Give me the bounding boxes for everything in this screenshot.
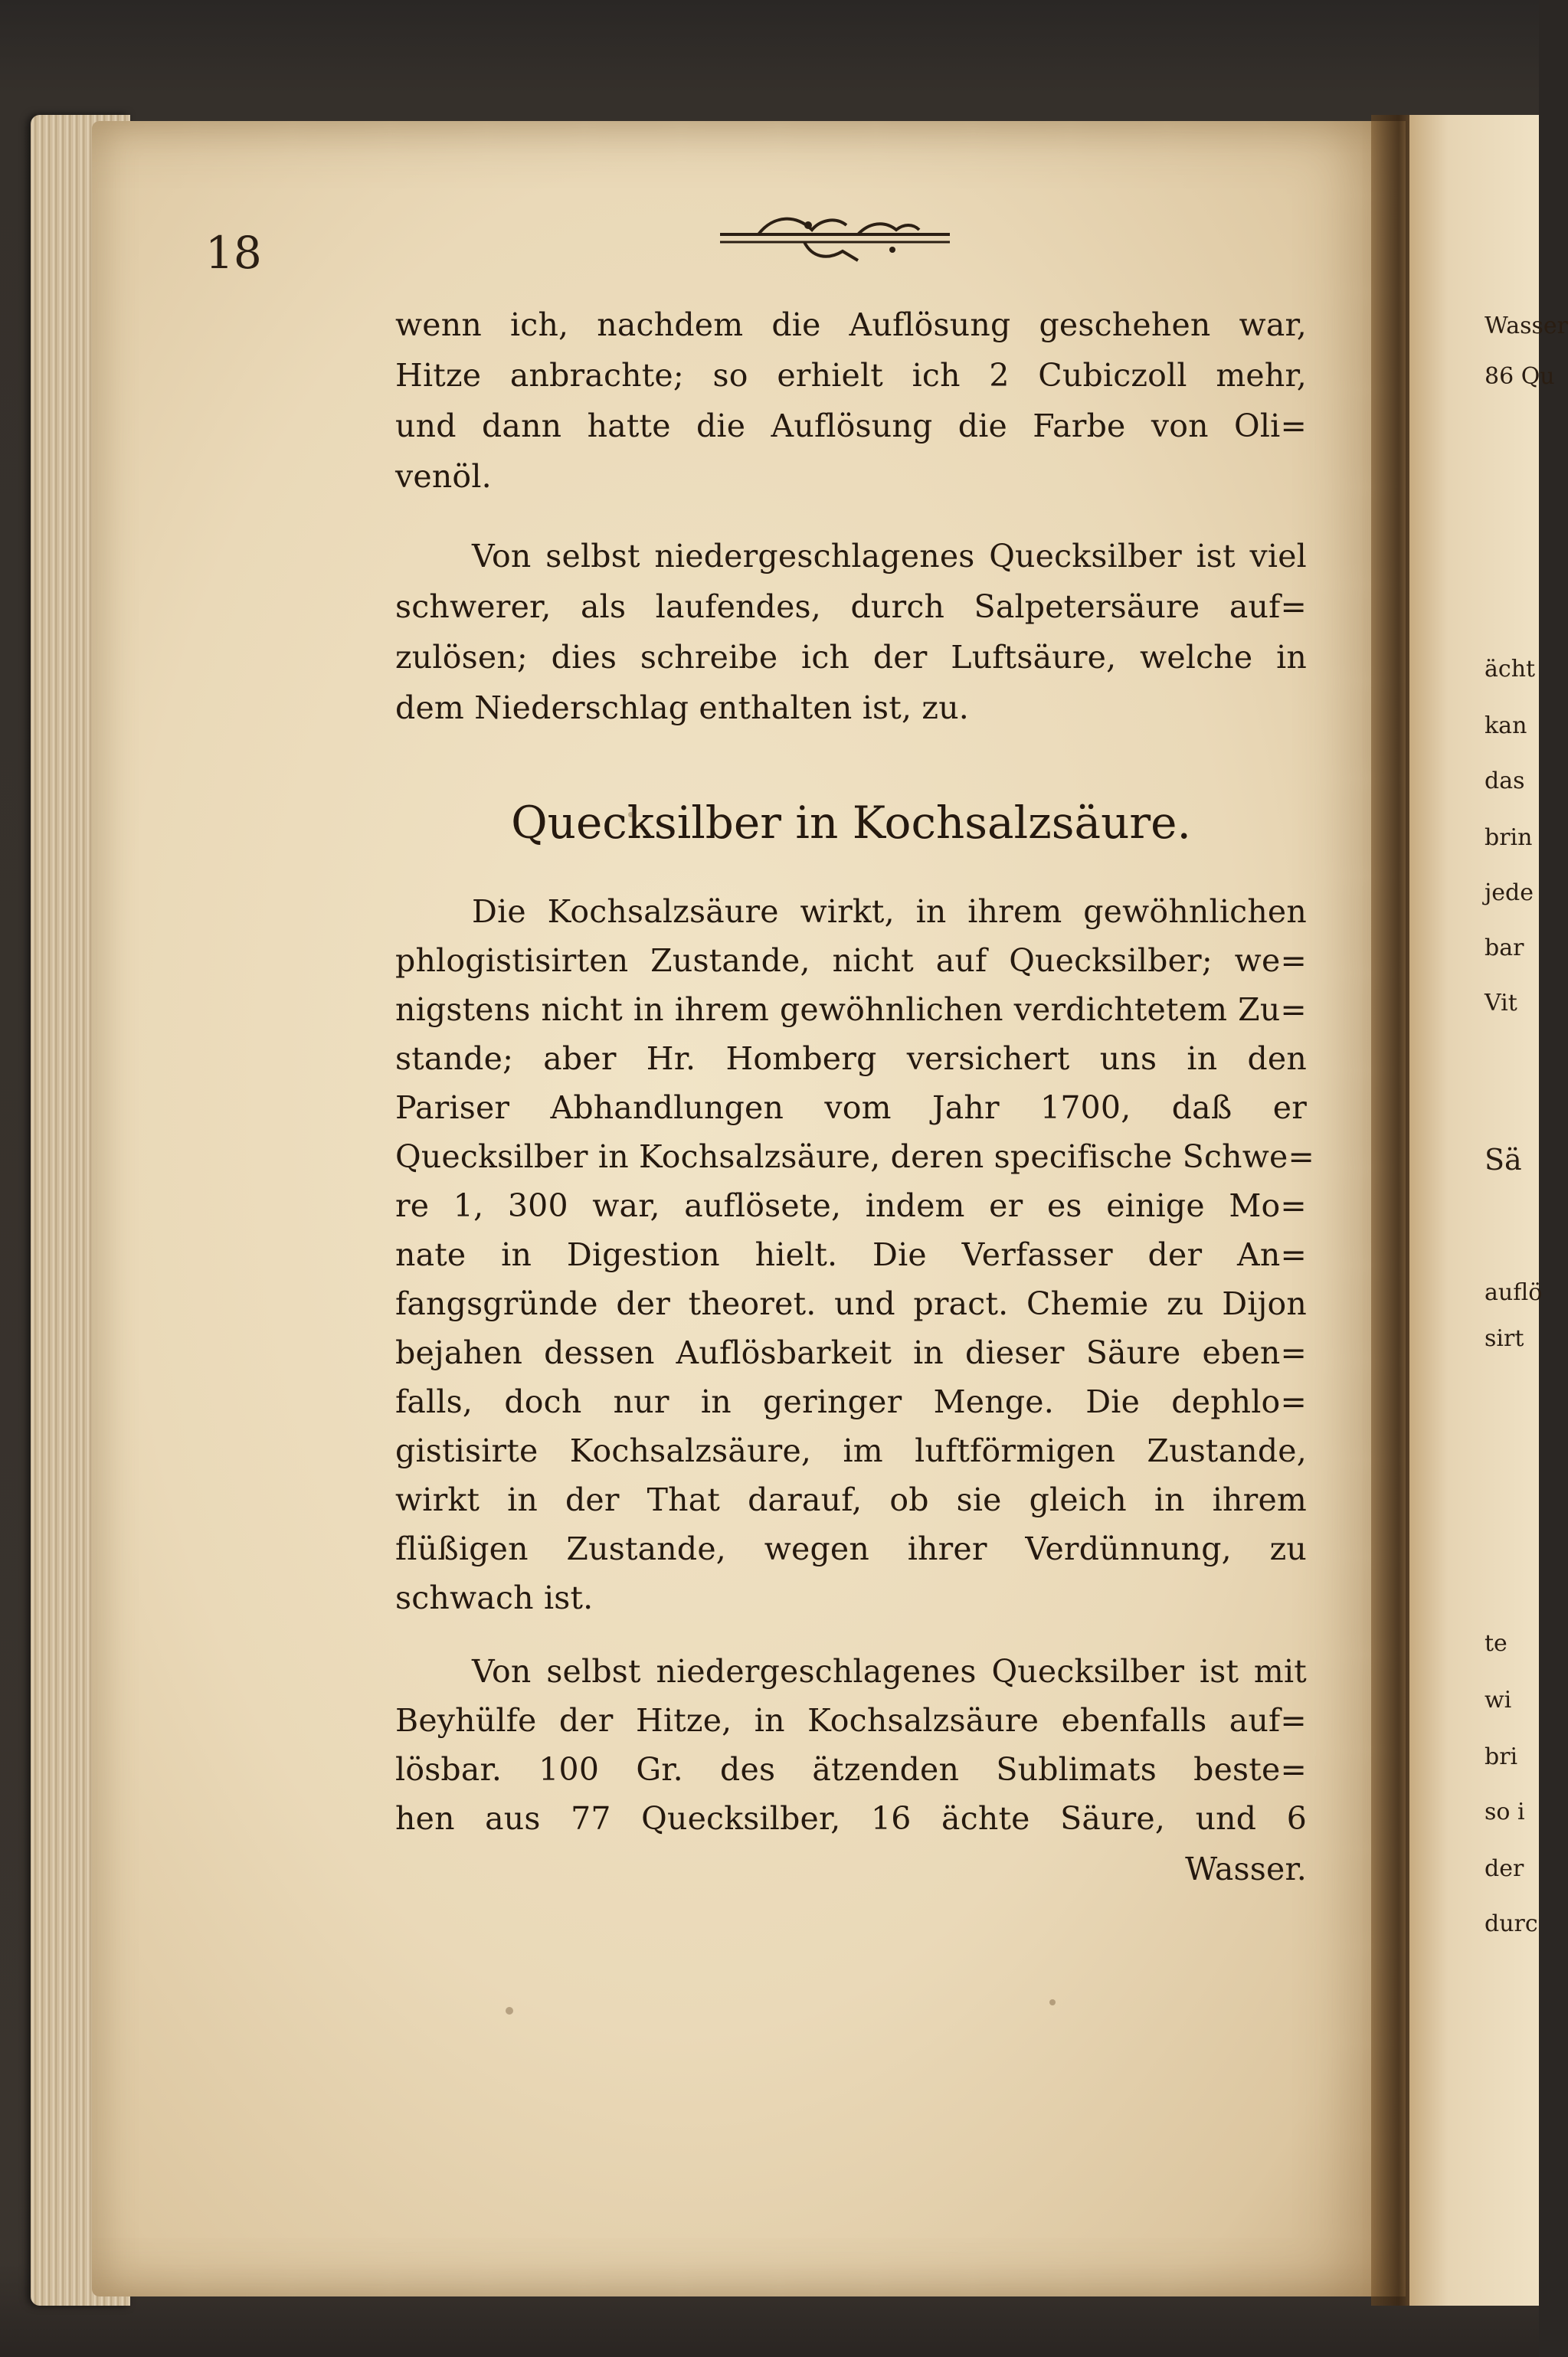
text-line: re 1, 300 war, auflösete, indem er es einige Mo= bbox=[395, 1187, 1307, 1224]
text-line: stande; aber Hr. Homberg versichert uns in den bbox=[395, 1040, 1307, 1077]
right-page-fragment: sirt bbox=[1485, 1325, 1524, 1352]
text-line: bejahen dessen Auflösbarkeit in dieser Säure eben= bbox=[395, 1334, 1307, 1371]
text-line: falls, doch nur in geringer Menge. Die dephlo= bbox=[395, 1383, 1307, 1420]
right-page-fragment: te bbox=[1485, 1630, 1507, 1657]
paper-speck bbox=[506, 2007, 513, 2015]
text-line: Die Kochsalzsäure wirkt, in ihrem gewöhnlichen bbox=[472, 893, 1307, 930]
text-line: lösbar. 100 Gr. des ätzenden Sublimats beste= bbox=[395, 1751, 1307, 1788]
text-line: Von selbst niedergeschlagenes Quecksilber ist mit bbox=[472, 1653, 1307, 1690]
right-page-fragment: bri bbox=[1485, 1743, 1518, 1770]
text-line: Quecksilber in Kochsalzsäure, deren specifische Schwe= bbox=[395, 1138, 1315, 1175]
text-line: Hitze anbrachte; so erhielt ich 2 Cubiczoll mehr, bbox=[395, 357, 1307, 394]
right-page-fragment: Vit bbox=[1485, 990, 1517, 1016]
right-page-fragment: Sä bbox=[1485, 1143, 1522, 1177]
right-page-fragment: Wasser bbox=[1485, 313, 1568, 339]
section-heading: Quecksilber in Kochsalzsäure. bbox=[511, 797, 1191, 849]
text-line: wirkt in der That darauf, ob sie gleich in ihrem bbox=[395, 1481, 1307, 1518]
right-page-fragment: das bbox=[1485, 768, 1525, 794]
text-line: phlogistisirten Zustande, nicht auf Quecksilber; we= bbox=[395, 942, 1307, 979]
right-page-fragment: brin bbox=[1485, 824, 1533, 851]
right-page bbox=[1409, 115, 1568, 2306]
text-line: Von selbst niedergeschlagenes Quecksilber ist viel bbox=[472, 538, 1307, 575]
text-line: dem Niederschlag enthalten ist, zu. bbox=[395, 689, 970, 726]
right-page-fragment: wi bbox=[1485, 1687, 1512, 1714]
right-page-fragment: auflö bbox=[1485, 1279, 1543, 1306]
text-line: gistisirte Kochsalzsäure, im luftförmigen Zustande, bbox=[395, 1432, 1307, 1469]
text-line: hen aus 77 Quecksilber, 16 ächte Säure, und 6 bbox=[395, 1800, 1307, 1837]
text-line: wenn ich, nachdem die Auflösung geschehen war, bbox=[395, 306, 1307, 343]
text-line: schwerer, als laufendes, durch Salpetersäure auf= bbox=[395, 588, 1307, 625]
right-page-fragment: 86 Qu bbox=[1485, 363, 1555, 390]
text-line: zulösen; dies schreibe ich der Luftsäure, welche in bbox=[395, 639, 1307, 676]
right-page-fragment: durc bbox=[1485, 1910, 1538, 1937]
ornament-icon bbox=[712, 207, 957, 268]
right-page-fragment: so i bbox=[1485, 1799, 1525, 1825]
page-number: 18 bbox=[205, 227, 262, 279]
text-line: venöl. bbox=[395, 458, 492, 495]
right-page-fragment: der bbox=[1485, 1855, 1524, 1882]
text-line: nate in Digestion hielt. Die Verfasser der An= bbox=[395, 1236, 1307, 1273]
right-page-fragment: ächt bbox=[1485, 656, 1536, 683]
text-line: Pariser Abhandlungen vom Jahr 1700, daß er bbox=[395, 1089, 1307, 1126]
catchword: Wasser. bbox=[1185, 1851, 1307, 1887]
text-line: Beyhülfe der Hitze, in Kochsalzsäure ebenfalls auf= bbox=[395, 1702, 1307, 1739]
text-line: schwach ist. bbox=[395, 1580, 594, 1616]
text-line: flüßigen Zustande, wegen ihrer Verdünnung, zu bbox=[395, 1530, 1307, 1567]
right-page-fragment: jede bbox=[1485, 879, 1534, 906]
right-page-fragment: bar bbox=[1485, 935, 1524, 961]
text-line: und dann hatte die Auflösung die Farbe von Oli= bbox=[395, 408, 1307, 444]
paper-speck bbox=[628, 812, 633, 817]
right-page-fragment: kan bbox=[1485, 712, 1527, 739]
text-line: fangsgründe der theoret. und pract. Chemie zu Dijon bbox=[395, 1285, 1307, 1322]
paper-speck bbox=[1049, 1999, 1056, 2005]
text-line: nigstens nicht in ihrem gewöhnlichen verdichtetem Zu= bbox=[395, 991, 1307, 1028]
